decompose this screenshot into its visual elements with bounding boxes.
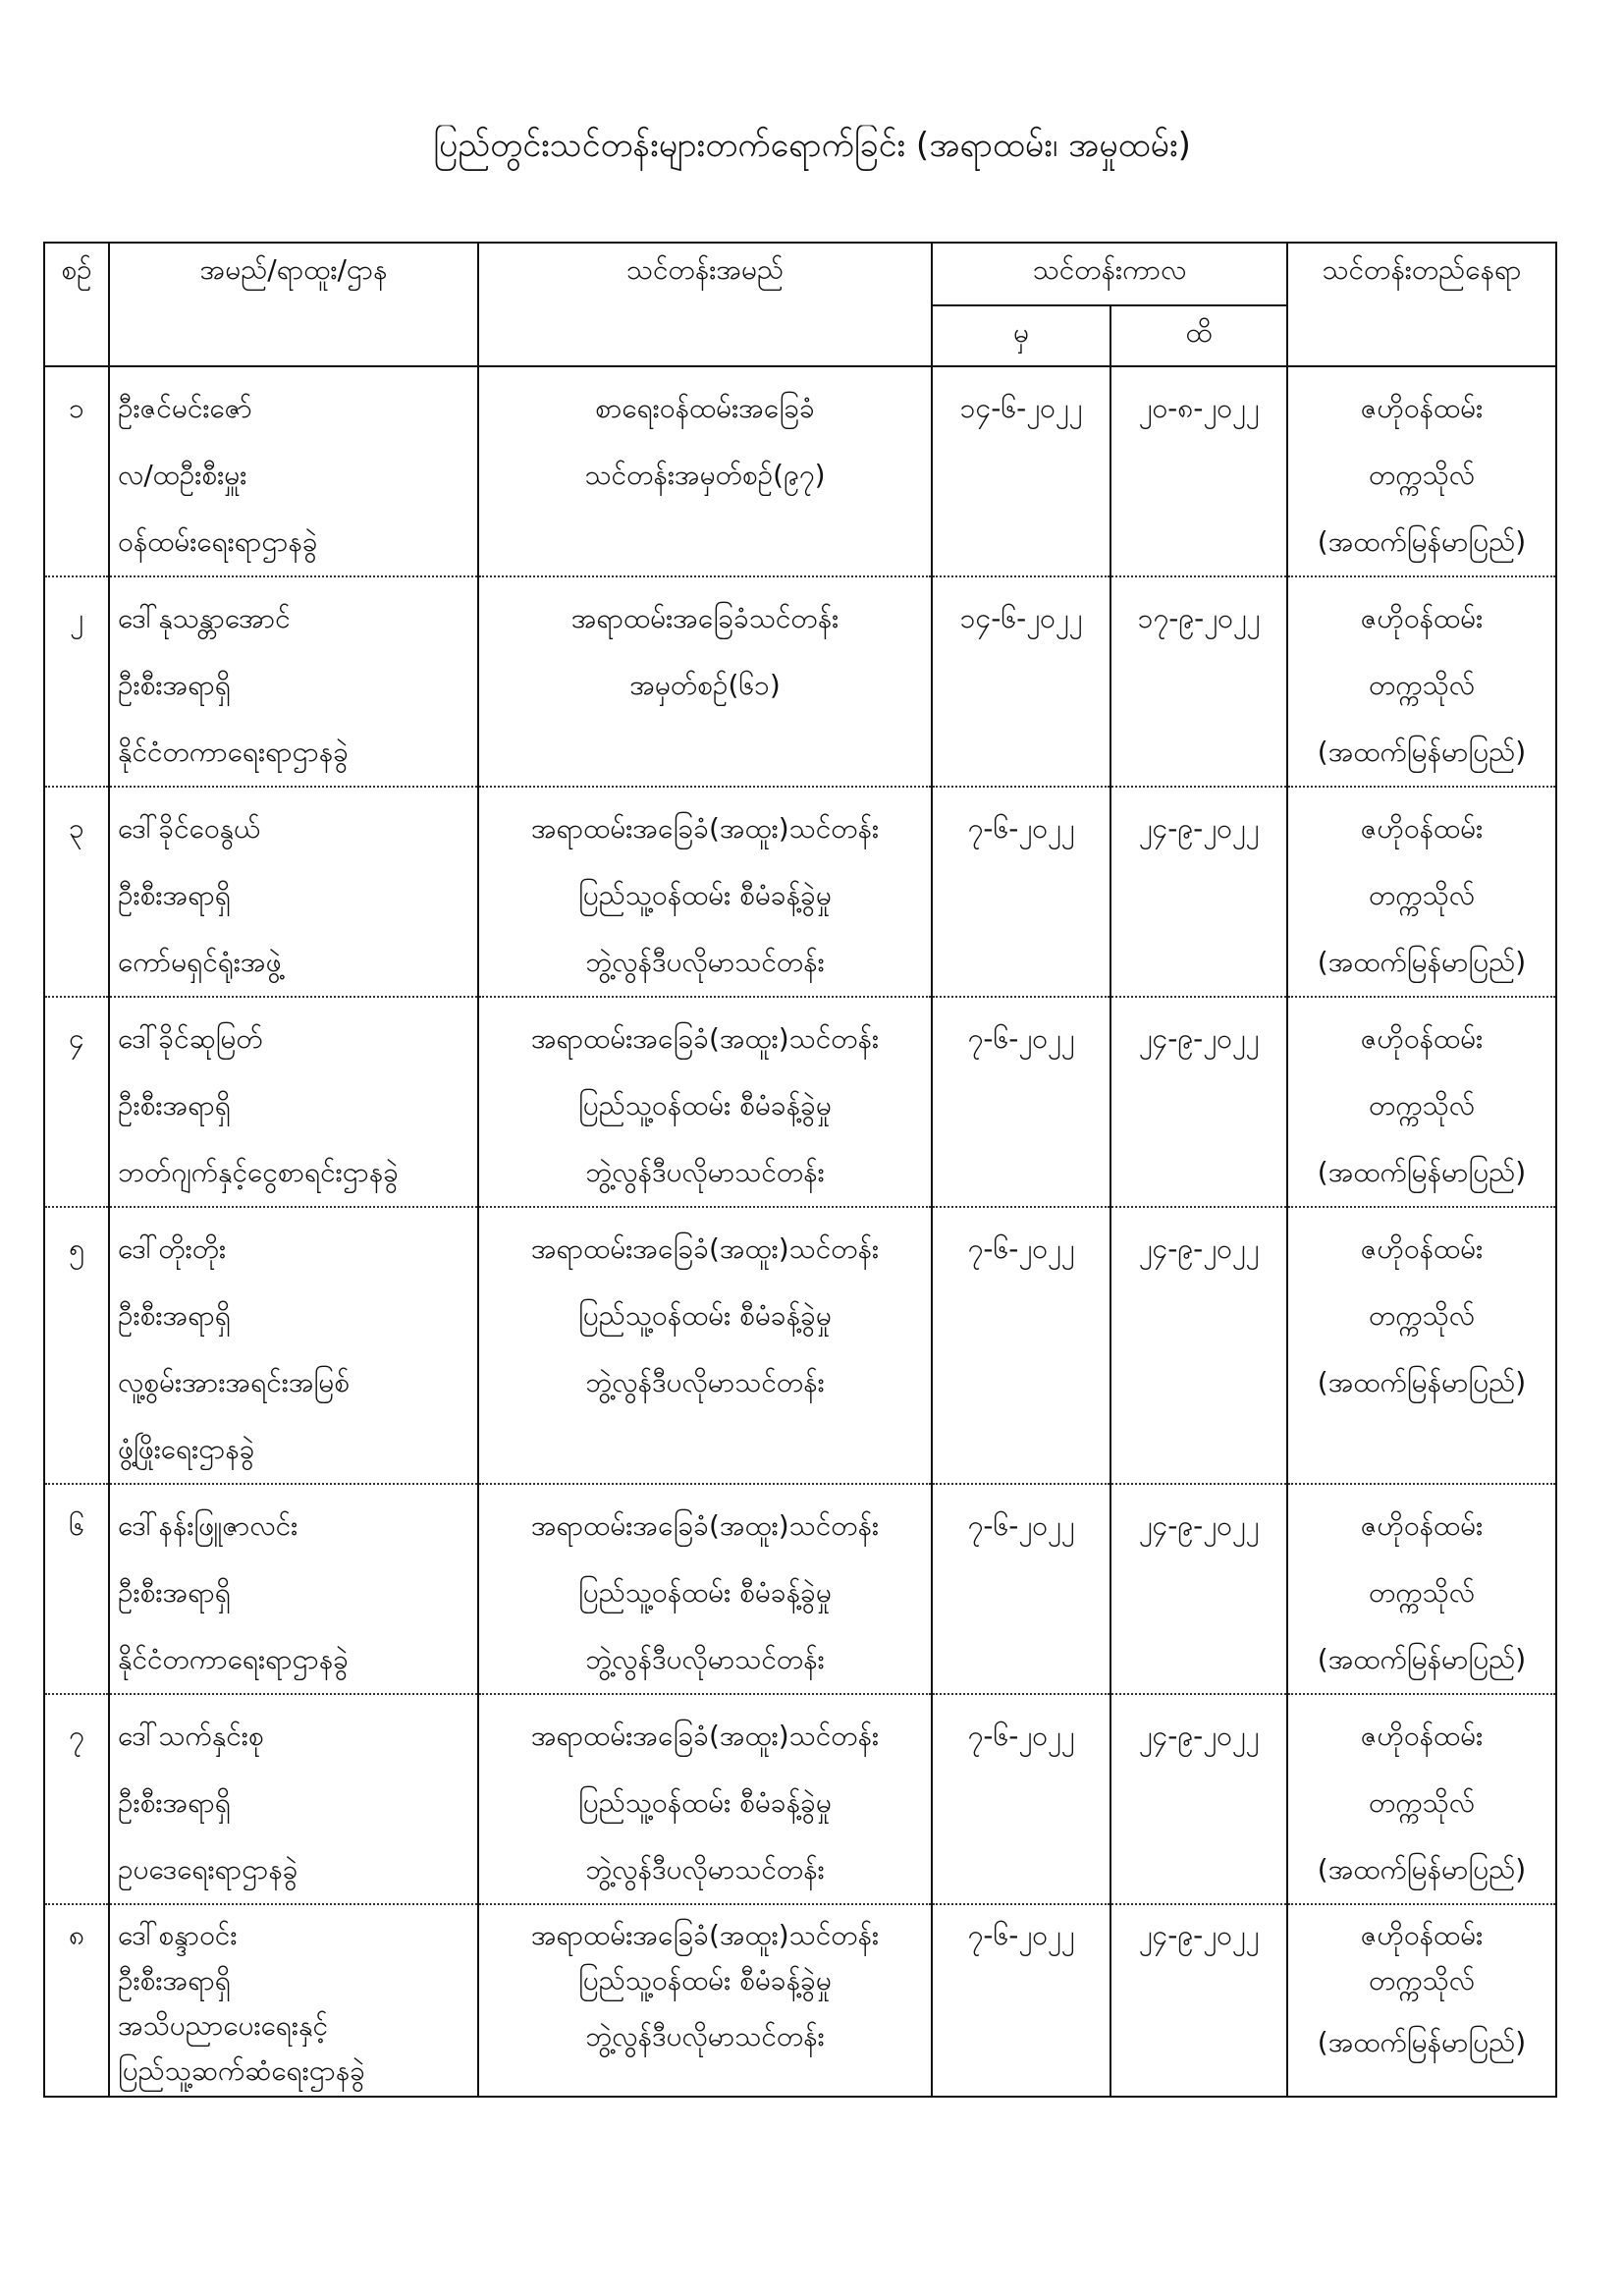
to-date: ၂၄-၉-၂၀၂၂ xyxy=(1138,1509,1260,1542)
table-row xyxy=(44,787,1556,997)
name-cell xyxy=(109,1904,478,2097)
name-cell xyxy=(109,366,478,576)
place-line: (အထက်မြန်မာပြည်) xyxy=(1317,525,1527,558)
place-cell xyxy=(1287,1207,1556,1484)
name-line: ဦးစီးအရာရှိ xyxy=(118,1299,231,1332)
course-cell xyxy=(478,366,932,576)
name-line: ဒေါ်နုသန္တာအောင် xyxy=(118,602,291,634)
place-line: တက္ကသိုလ် xyxy=(1369,879,1475,911)
name-line: ပြည်သူ့ဆက်ဆံရေးဌာနခွဲ xyxy=(118,2054,366,2087)
name-line: ဒေါ်ခိုင်ဆုမြတ် xyxy=(118,1022,263,1055)
from-date-cell xyxy=(932,366,1110,576)
course-line: ပြည်သူ့ဝန်ထမ်း စီမံခန့်ခွဲမှု xyxy=(578,1964,832,1996)
from-date-cell xyxy=(932,576,1110,787)
row-number xyxy=(44,366,109,576)
place-cell xyxy=(1287,1904,1556,2097)
place-line: တက္ကသိုလ် xyxy=(1369,669,1475,701)
header-course: သင်တန်းအမည် xyxy=(478,243,932,366)
to-date-cell xyxy=(1110,576,1287,787)
place-line: (အထက်မြန်မာပြည်) xyxy=(1317,1366,1527,1398)
table-row xyxy=(44,1207,1556,1484)
row-number-text: ၈ xyxy=(69,1919,84,1951)
page-title: ပြည်တွင်းသင်တန်းများတက်ရောက်ခြင်း (အရာထမ်း၊ အမှုထမ်း) xyxy=(433,126,1191,165)
header-period: သင်တန်းကာလ xyxy=(932,243,1287,305)
course-line: သင်တန်းအမှတ်စဉ်(၉၇) xyxy=(584,459,826,491)
header-no: စဉ် xyxy=(44,243,109,366)
name-line: ဒေါ်သက်နှင်းစု xyxy=(118,1720,264,1752)
place-cell xyxy=(1287,997,1556,1207)
table-row xyxy=(44,366,1556,576)
place-line: တက္ကသိုလ် xyxy=(1369,1089,1475,1121)
course-line: ပြည်သူ့ဝန်ထမ်း စီမံခန့်ခွဲမှု xyxy=(578,1089,832,1121)
course-line: စာရေးဝန်ထမ်းအခြေခံ xyxy=(595,392,815,424)
place-line: ဇဟိုဝန်ထမ်း xyxy=(1360,812,1484,845)
course-line: ပြည်သူ့ဝန်ထမ်း စီမံခန့်ခွဲမှု xyxy=(578,879,832,911)
name-line: နိုင်ငံတကာရေးရာဌာနခွဲ xyxy=(118,1643,349,1675)
course-line: ဘွဲ့လွန်ဒီပလိုမာသင်တန်း xyxy=(585,946,825,978)
place-cell xyxy=(1287,1484,1556,1694)
course-line: ပြည်သူ့ဝန်ထမ်း စီမံခန့်ခွဲမှု xyxy=(578,1786,832,1819)
header-name: အမည်/ရာထူး/ဌာန xyxy=(109,243,478,366)
course-line: ဘွဲ့လွန်ဒီပလိုမာသင်တန်း xyxy=(585,1366,825,1398)
course-line: အရာထမ်းအခြေခံ(အထူး)သင်တန်း xyxy=(530,1022,880,1055)
place-line: ဇဟိုဝန်ထမ်း xyxy=(1360,1919,1484,1951)
place-line: ဇဟိုဝန်ထမ်း xyxy=(1360,1720,1484,1752)
to-date-cell xyxy=(1110,366,1287,576)
row-number xyxy=(44,787,109,997)
name-cell xyxy=(109,1694,478,1904)
course-line: အရာထမ်းအခြေခံ(အထူး)သင်တန်း xyxy=(530,812,880,845)
to-date: ၂၄-၉-၂၀၂၂ xyxy=(1138,812,1260,845)
name-line: ဦးစီးအရာရှိ xyxy=(118,879,231,911)
course-line: အရာထမ်းအခြေခံ(အထူး)သင်တန်း xyxy=(530,1232,880,1265)
course-line: ပြည်သူ့ဝန်ထမ်း စီမံခန့်ခွဲမှု xyxy=(578,1576,832,1609)
to-date-cell xyxy=(1110,1694,1287,1904)
course-cell xyxy=(478,1904,932,2097)
from-date-cell xyxy=(932,1904,1110,2097)
name-line: ဦးစီးအရာရှိ xyxy=(118,669,231,701)
row-number xyxy=(44,997,109,1207)
to-date: ၂၄-၉-၂၀၂၂ xyxy=(1138,1232,1260,1265)
to-date-cell xyxy=(1110,1207,1287,1484)
place-line: ဇဟိုဝန်ထမ်း xyxy=(1360,392,1484,424)
place-line: တက္ကသိုလ် xyxy=(1369,1576,1475,1609)
course-cell xyxy=(478,576,932,787)
place-line: (အထက်မြန်မာပြည်) xyxy=(1317,2026,1527,2058)
row-number-text: ၅ xyxy=(69,1232,84,1265)
name-cell xyxy=(109,787,478,997)
course-line: အမှတ်စဉ်(၆၁) xyxy=(629,669,781,701)
place-line: (အထက်မြန်မာပြည်) xyxy=(1317,1643,1527,1675)
to-date-cell xyxy=(1110,997,1287,1207)
course-line: ပြည်သူ့ဝန်ထမ်း စီမံခန့်ခွဲမှု xyxy=(578,1299,832,1332)
name-line: ဦးစီးအရာရှိ xyxy=(118,1786,231,1819)
from-date: ၁၄-၆-၂၀၂၂ xyxy=(959,602,1083,634)
place-line: ဇဟိုဝန်ထမ်း xyxy=(1360,1232,1484,1265)
name-line: ဝန်ထမ်းရေးရာဌာနခွဲ xyxy=(118,525,318,558)
name-line: ဦးဇင်မင်းဇော် xyxy=(118,392,252,424)
course-cell xyxy=(478,787,932,997)
to-date: ၁၇-၉-၂၀၂၂ xyxy=(1137,602,1261,634)
name-line: ဒေါ်တိုးတိုး xyxy=(118,1232,227,1265)
from-date-cell xyxy=(932,1207,1110,1484)
to-date-cell xyxy=(1110,787,1287,997)
table-row xyxy=(44,1694,1556,1904)
name-line: လ/ထဦးစီးမှူး xyxy=(118,459,247,491)
course-line: အရာထမ်းအခြေခံ(အထူး)သင်တန်း xyxy=(530,1509,880,1542)
table-row xyxy=(44,576,1556,787)
from-date: ၇-၆-၂၀၂၂ xyxy=(967,812,1075,845)
name-line: အသိပညာပေးရေးနှင့် xyxy=(118,2009,328,2042)
name-cell xyxy=(109,997,478,1207)
name-cell xyxy=(109,1207,478,1484)
from-date: ၇-၆-၂၀၂၂ xyxy=(967,1919,1075,1951)
from-date: ၇-၆-၂၀၂၂ xyxy=(967,1022,1075,1055)
name-line: ဖွံ့ဖြိုးရေးဌာနခွဲ xyxy=(118,1433,255,1465)
row-number xyxy=(44,1484,109,1694)
row-number-text: ၁ xyxy=(69,392,84,424)
row-number-text: ၂ xyxy=(70,602,83,634)
to-date-cell xyxy=(1110,1484,1287,1694)
name-line: ဦးစီးအရာရှိ xyxy=(118,1089,231,1121)
name-line: ဦးစီးအရာရှိ xyxy=(118,1576,231,1609)
row-number xyxy=(44,1694,109,1904)
course-cell xyxy=(478,997,932,1207)
to-date: ၂၄-၉-၂၀၂၂ xyxy=(1138,1022,1260,1055)
place-line: တက္ကသိုလ် xyxy=(1369,1786,1475,1819)
name-line: ဘတ်ဂျက်နှင့်ငွေစာရင်းဌာနခွဲ xyxy=(118,1156,400,1188)
place-cell xyxy=(1287,366,1556,576)
from-date-cell xyxy=(932,787,1110,997)
row-number-text: ၃ xyxy=(69,812,84,845)
course-cell xyxy=(478,1484,932,1694)
table-row xyxy=(44,1904,1556,2097)
name-line: နိုင်ငံတကာရေးရာဌာနခွဲ xyxy=(118,736,349,768)
course-line: ဘွဲ့လွန်ဒီပလိုမာသင်တန်း xyxy=(585,1156,825,1188)
table-row xyxy=(44,1484,1556,1694)
course-cell xyxy=(478,1207,932,1484)
from-date: ၇-၆-၂၀၂၂ xyxy=(967,1720,1075,1752)
course-line: အရာထမ်းအခြေခံ(အထူး)သင်တန်း xyxy=(530,1919,880,1951)
name-line: ဒေါ်နန်းဖြူဇာလင်း xyxy=(118,1509,298,1542)
course-line: အရာထမ်းအခြေခံ(အထူး)သင်တန်း xyxy=(530,1720,880,1752)
name-line: ကော်မရှင်ရုံးအဖွဲ့ xyxy=(118,946,282,978)
course-line: ဘွဲ့လွန်ဒီပလိုမာသင်တန်း xyxy=(585,1643,825,1675)
from-date-cell xyxy=(932,997,1110,1207)
from-date-cell xyxy=(932,1484,1110,1694)
name-line: ဥပဒေရေးရာဌာနခွဲ xyxy=(118,1853,298,1886)
course-line: ဘွဲ့လွန်ဒီပလိုမာသင်တန်း xyxy=(585,2020,825,2052)
table-body xyxy=(44,366,1556,2097)
place-line: (အထက်မြန်မာပြည်) xyxy=(1317,1156,1527,1188)
course-line: အရာထမ်းအခြေခံသင်တန်း xyxy=(570,602,839,634)
name-cell xyxy=(109,576,478,787)
row-number-text: ၇ xyxy=(69,1720,84,1752)
header-from: မှ xyxy=(932,305,1110,366)
place-line: တက္ကသိုလ် xyxy=(1369,1299,1475,1332)
place-line: တက္ကသိုလ် xyxy=(1369,459,1475,491)
place-line: (အထက်မြန်မာပြည်) xyxy=(1317,1853,1527,1886)
row-number xyxy=(44,1207,109,1484)
from-date: ၇-၆-၂၀၂၂ xyxy=(967,1232,1075,1265)
place-line: ဇဟိုဝန်ထမ်း xyxy=(1360,1509,1484,1542)
from-date: ၁၄-၆-၂၀၂၂ xyxy=(959,392,1083,424)
from-date-cell xyxy=(932,1694,1110,1904)
place-cell xyxy=(1287,576,1556,787)
name-line: ဒေါ်စန္ဒာဝင်း xyxy=(118,1919,238,1951)
training-table xyxy=(43,242,1557,2098)
name-cell xyxy=(109,1484,478,1694)
to-date: ၂၄-၉-၂၀၂၂ xyxy=(1138,1720,1260,1752)
name-line: ဒေါ်ခိုင်ဝေနွယ် xyxy=(118,812,261,845)
to-date-cell xyxy=(1110,1904,1287,2097)
from-date: ၇-၆-၂၀၂၂ xyxy=(967,1509,1075,1542)
place-line: (အထက်မြန်မာပြည်) xyxy=(1317,736,1527,768)
row-number xyxy=(44,576,109,787)
course-line: ဘွဲ့လွန်ဒီပလိုမာသင်တန်း xyxy=(585,1853,825,1886)
place-line: တက္ကသိုလ် xyxy=(1369,1964,1475,1996)
to-date: ၂၄-၉-၂၀၂၂ xyxy=(1138,1919,1260,1951)
name-line: လူ့စွမ်းအားအရင်းအမြစ် xyxy=(118,1366,351,1398)
name-line: ဦးစီးအရာရှိ xyxy=(118,1964,231,1996)
table-row xyxy=(44,997,1556,1207)
place-cell xyxy=(1287,787,1556,997)
to-date: ၂၀-၈-၂၀၂၂ xyxy=(1138,392,1260,424)
place-line: (အထက်မြန်မာပြည်) xyxy=(1317,946,1527,978)
place-line: ဇဟိုဝန်ထမ်း xyxy=(1360,1022,1484,1055)
row-number-text: ၆ xyxy=(69,1509,84,1542)
place-cell xyxy=(1287,1694,1556,1904)
course-cell xyxy=(478,1694,932,1904)
place-line: ဇဟိုဝန်ထမ်း xyxy=(1360,602,1484,634)
row-number-text: ၄ xyxy=(69,1022,84,1055)
header-place: သင်တန်းတည်နေရာ xyxy=(1287,243,1556,366)
row-number xyxy=(44,1904,109,2097)
header-to: ထိ xyxy=(1110,305,1287,366)
